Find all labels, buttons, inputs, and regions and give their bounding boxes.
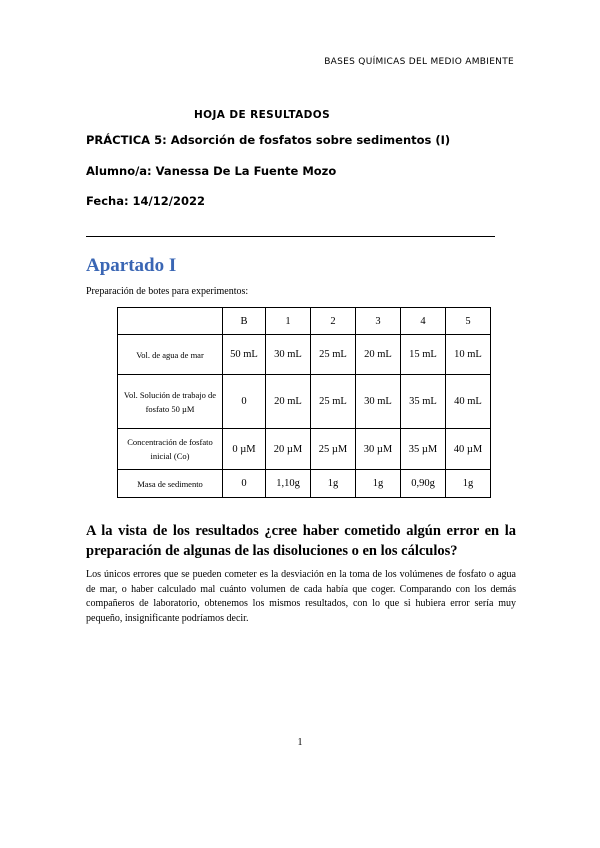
table-cell: 30 µM — [356, 429, 401, 470]
table-row — [118, 335, 491, 375]
table-cell: 0,90g — [401, 470, 446, 498]
table-cell: 10 mL — [446, 335, 491, 375]
table-header-cell: 5 — [446, 308, 491, 335]
row-label: Vol. Solución de trabajo de fosfato 50 µM — [118, 375, 223, 429]
section-intro: Preparación de botes para experimentos: — [86, 286, 249, 297]
table-cell: 30 mL — [266, 335, 311, 375]
answer-paragraph: Los únicos errores que se pueden cometer es la desviación en la toma de los volúmenes de fosfato o agua de mar, o haber calculado mal cuánto volumen de cada había que coger. Comparando con los demás compañeros de laboratorio, obtenemos los mismos resultados, con lo que si hubiera error sería muy pequeño, insignificante podríamos decir. — [86, 569, 516, 624]
document-date: Fecha: 14/12/2022 — [86, 194, 205, 208]
table-row — [118, 470, 491, 498]
table-cell: 20 µM — [266, 429, 311, 470]
table-cell: 1g — [356, 470, 401, 498]
table-header-cell: B — [223, 308, 266, 335]
table-cell: 30 mL — [356, 375, 401, 429]
table-cell: 35 µM — [401, 429, 446, 470]
table-header-cell — [118, 308, 223, 335]
row-label: Vol. de agua de mar — [118, 335, 223, 375]
table-cell: 25 mL — [311, 335, 356, 375]
student-name: Alumno/a: Vanessa De La Fuente Mozo — [86, 164, 337, 178]
table-cell: 40 µM — [446, 429, 491, 470]
table-cell: 25 µM — [311, 429, 356, 470]
horizontal-divider — [86, 236, 495, 237]
table-cell: 25 mL — [311, 375, 356, 429]
table-cell: 1g — [311, 470, 356, 498]
table-header-cell: 4 — [401, 308, 446, 335]
table-header-cell: 1 — [266, 308, 311, 335]
question-heading: A la vista de los resultados ¿cree haber cometido algún error en la preparación de algunas de las disoluciones o en los cálculos? — [86, 523, 516, 559]
table-cell: 1,10g — [266, 470, 311, 498]
table-header-cell: 3 — [356, 308, 401, 335]
running-header: BASES QUÍMICAS DEL MEDIO AMBIENTE — [324, 57, 514, 67]
practice-title: PRÁCTICA 5: Adsorción de fosfatos sobre sedimentos (I) — [86, 133, 451, 147]
table-cell: 50 mL — [223, 335, 266, 375]
table-row — [118, 429, 491, 470]
page-number: 1 — [297, 737, 303, 748]
table-cell: 0 — [223, 470, 266, 498]
table-cell: 35 mL — [401, 375, 446, 429]
table-cell: 20 mL — [266, 375, 311, 429]
table-cell: 20 mL — [356, 335, 401, 375]
table-cell: 0 µM — [223, 429, 266, 470]
results-table — [117, 307, 491, 498]
row-label: Masa de sedimento — [118, 470, 223, 498]
document-title: HOJA DE RESULTADOS — [193, 109, 331, 121]
table-cell: 40 mL — [446, 375, 491, 429]
table-header-cell: 2 — [311, 308, 356, 335]
row-label: Concentración de fosfato inicial (Co) — [118, 429, 223, 470]
table-cell: 1g — [446, 470, 491, 498]
section-heading: Apartado I — [86, 255, 177, 276]
table-cell: 15 mL — [401, 335, 446, 375]
table-header-row — [118, 308, 491, 335]
table-cell: 0 — [223, 375, 266, 429]
table-row — [118, 375, 491, 429]
